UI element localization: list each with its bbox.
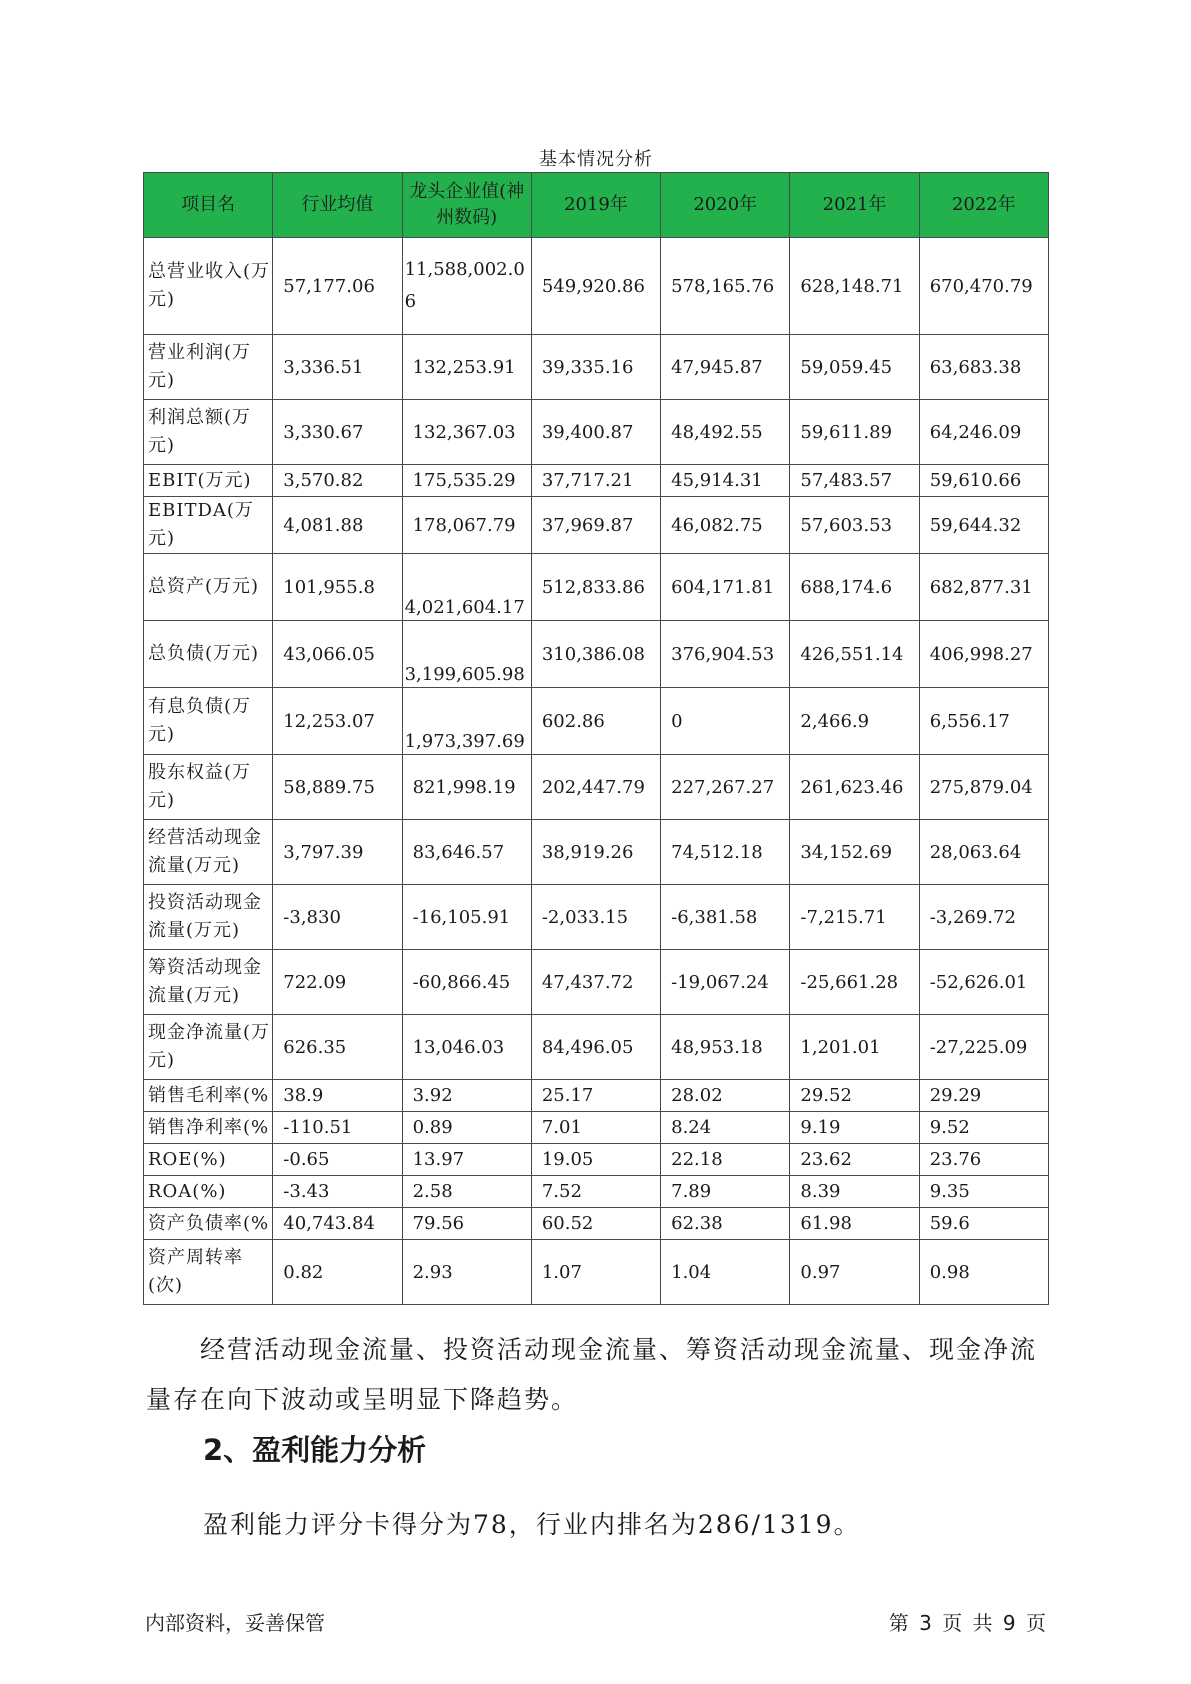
- table-cell: -6,381.58: [661, 885, 790, 950]
- table-cell: 3,570.82: [273, 465, 402, 497]
- section-heading: 2、盈利能力分析: [203, 1433, 427, 1467]
- table-cell: 0.82: [273, 1240, 402, 1305]
- table-row: [144, 1080, 1049, 1112]
- table-cell: 406,998.27: [919, 621, 1048, 688]
- table-row: [144, 335, 1049, 400]
- table-row: [144, 885, 1049, 950]
- table-cell: -19,067.24: [661, 950, 790, 1015]
- table-cell: 3.92: [402, 1080, 531, 1112]
- table-cell: 40,743.84: [273, 1208, 402, 1240]
- column-header: 行业均值: [273, 173, 402, 238]
- table-cell: 682,877.31: [919, 554, 1048, 621]
- row-label: 股东权益(万元): [144, 755, 273, 820]
- table-row: [144, 238, 1049, 335]
- table-cell: 261,623.46: [790, 755, 919, 820]
- table-cell: 7.52: [531, 1176, 660, 1208]
- table-cell: 79.56: [402, 1208, 531, 1240]
- table-row: [144, 820, 1049, 885]
- table-cell: 9.52: [919, 1112, 1048, 1144]
- table-row: [144, 1015, 1049, 1080]
- row-label: 销售净利率(%: [144, 1112, 273, 1144]
- table-cell: 57,177.06: [273, 238, 402, 335]
- table-cell: 3,199,605.98: [402, 621, 531, 688]
- table-cell: 175,535.29: [402, 465, 531, 497]
- table-cell: 29.52: [790, 1080, 919, 1112]
- table-cell: -16,105.91: [402, 885, 531, 950]
- table-row: [144, 1112, 1049, 1144]
- table-cell: 12,253.07: [273, 688, 402, 755]
- column-header: 2019年: [531, 173, 660, 238]
- table-cell: 7.89: [661, 1176, 790, 1208]
- row-label: ROE(%): [144, 1144, 273, 1176]
- table-cell: 202,447.79: [531, 755, 660, 820]
- table-cell: 602.86: [531, 688, 660, 755]
- column-header: 项目名: [144, 173, 273, 238]
- score-text: 盈利能力评分卡得分为78，行业内排名为286/1319。: [203, 1510, 861, 1539]
- table-cell: 59,611.89: [790, 400, 919, 465]
- table-cell: 578,165.76: [661, 238, 790, 335]
- table-row: [144, 1176, 1049, 1208]
- table-cell: 59,644.32: [919, 497, 1048, 554]
- table-cell: 376,904.53: [661, 621, 790, 688]
- table-caption: 基本情况分析: [539, 149, 653, 170]
- table-cell: 0.97: [790, 1240, 919, 1305]
- row-label: 现金净流量(万元): [144, 1015, 273, 1080]
- row-label: 总资产(万元): [144, 554, 273, 621]
- table-cell: 39,335.16: [531, 335, 660, 400]
- table-cell: 62.38: [661, 1208, 790, 1240]
- table-cell: 47,945.87: [661, 335, 790, 400]
- row-label: 总负债(万元): [144, 621, 273, 688]
- table-cell: 227,267.27: [661, 755, 790, 820]
- row-label: 营业利润(万元): [144, 335, 273, 400]
- footer-confidential-note: 内部资料，妥善保管: [145, 1611, 325, 1635]
- table-row: [144, 1240, 1049, 1305]
- table-cell: 3,336.51: [273, 335, 402, 400]
- row-label: 筹资活动现金流量(万元): [144, 950, 273, 1015]
- table-cell: 11,588,002.06: [402, 238, 531, 335]
- table-row: [144, 1208, 1049, 1240]
- table-row: [144, 1144, 1049, 1176]
- row-label: 销售毛利率(%: [144, 1080, 273, 1112]
- table-header-row: [144, 173, 1049, 238]
- table-cell: -3,830: [273, 885, 402, 950]
- table-cell: 2.58: [402, 1176, 531, 1208]
- table-row: [144, 621, 1049, 688]
- table-cell: 310,386.08: [531, 621, 660, 688]
- table-cell: 59.6: [919, 1208, 1048, 1240]
- table-cell: 57,483.57: [790, 465, 919, 497]
- footer-page-number: 第 3 页 共 9 页: [888, 1611, 1046, 1635]
- row-label: 资产负债率(%: [144, 1208, 273, 1240]
- table-cell: -27,225.09: [919, 1015, 1048, 1080]
- table-cell: 8.39: [790, 1176, 919, 1208]
- table-cell: 1,973,397.69: [402, 688, 531, 755]
- table-cell: -52,626.01: [919, 950, 1048, 1015]
- table-cell: 63,683.38: [919, 335, 1048, 400]
- table-cell: -3,269.72: [919, 885, 1048, 950]
- column-header: 2020年: [661, 173, 790, 238]
- table-cell: 28.02: [661, 1080, 790, 1112]
- table-row: [144, 950, 1049, 1015]
- table-cell: 821,998.19: [402, 755, 531, 820]
- table-cell: 61.98: [790, 1208, 919, 1240]
- table-cell: 22.18: [661, 1144, 790, 1176]
- row-label: 经营活动现金流量(万元): [144, 820, 273, 885]
- table-cell: -3.43: [273, 1176, 402, 1208]
- table-cell: 512,833.86: [531, 554, 660, 621]
- column-header: 2021年: [790, 173, 919, 238]
- table-cell: 46,082.75: [661, 497, 790, 554]
- table-cell: 64,246.09: [919, 400, 1048, 465]
- table-cell: 101,955.8: [273, 554, 402, 621]
- row-label: ROA(%): [144, 1176, 273, 1208]
- table-cell: 28,063.64: [919, 820, 1048, 885]
- table-row: [144, 554, 1049, 621]
- row-label: 总营业收入(万元): [144, 238, 273, 335]
- table-cell: 549,920.86: [531, 238, 660, 335]
- table-cell: 132,367.03: [402, 400, 531, 465]
- table-cell: 426,551.14: [790, 621, 919, 688]
- table-cell: -7,215.71: [790, 885, 919, 950]
- table-cell: 9.35: [919, 1176, 1048, 1208]
- table-cell: -0.65: [273, 1144, 402, 1176]
- table-cell: 132,253.91: [402, 335, 531, 400]
- table-cell: -60,866.45: [402, 950, 531, 1015]
- table-cell: 670,470.79: [919, 238, 1048, 335]
- table-cell: 13.97: [402, 1144, 531, 1176]
- table-row: [144, 400, 1049, 465]
- table-cell: 59,059.45: [790, 335, 919, 400]
- table-cell: 13,046.03: [402, 1015, 531, 1080]
- table-cell: 4,081.88: [273, 497, 402, 554]
- table-cell: 626.35: [273, 1015, 402, 1080]
- summary-paragraph: [146, 1325, 1046, 1425]
- table-row: [144, 465, 1049, 497]
- table-cell: 39,400.87: [531, 400, 660, 465]
- table-cell: 59,610.66: [919, 465, 1048, 497]
- table-cell: 23.76: [919, 1144, 1048, 1176]
- table-cell: 3,330.67: [273, 400, 402, 465]
- table-cell: -110.51: [273, 1112, 402, 1144]
- table-cell: 722.09: [273, 950, 402, 1015]
- table-cell: 1.07: [531, 1240, 660, 1305]
- row-label: 有息负债(万元): [144, 688, 273, 755]
- table-cell: 37,969.87: [531, 497, 660, 554]
- table-cell: 2,466.9: [790, 688, 919, 755]
- table-cell: 688,174.6: [790, 554, 919, 621]
- table-cell: 604,171.81: [661, 554, 790, 621]
- table-cell: 9.19: [790, 1112, 919, 1144]
- row-label: 投资活动现金流量(万元): [144, 885, 273, 950]
- table-cell: -25,661.28: [790, 950, 919, 1015]
- table-cell: 0: [661, 688, 790, 755]
- row-label: 利润总额(万元): [144, 400, 273, 465]
- table-cell: 45,914.31: [661, 465, 790, 497]
- table-row: [144, 497, 1049, 554]
- table-cell: 38,919.26: [531, 820, 660, 885]
- table-cell: 6,556.17: [919, 688, 1048, 755]
- table-cell: 7.01: [531, 1112, 660, 1144]
- row-label: EBITDA(万元): [144, 497, 273, 554]
- table-cell: 83,646.57: [402, 820, 531, 885]
- table-cell: 38.9: [273, 1080, 402, 1112]
- table-cell: 23.62: [790, 1144, 919, 1176]
- table-cell: 2.93: [402, 1240, 531, 1305]
- table-cell: 34,152.69: [790, 820, 919, 885]
- table-row: [144, 755, 1049, 820]
- table-cell: 4,021,604.17: [402, 554, 531, 621]
- row-label: EBIT(万元): [144, 465, 273, 497]
- row-label: 资产周转率(次): [144, 1240, 273, 1305]
- column-header: 龙头企业值(神州数码): [402, 173, 531, 238]
- table-cell: 8.24: [661, 1112, 790, 1144]
- table-cell: 0.89: [402, 1112, 531, 1144]
- table-cell: 47,437.72: [531, 950, 660, 1015]
- column-header: 2022年: [919, 173, 1048, 238]
- table-cell: 628,148.71: [790, 238, 919, 335]
- table-cell: 43,066.05: [273, 621, 402, 688]
- table-cell: 0.98: [919, 1240, 1048, 1305]
- table-cell: 29.29: [919, 1080, 1048, 1112]
- table-cell: 57,603.53: [790, 497, 919, 554]
- table-cell: 178,067.79: [402, 497, 531, 554]
- table-cell: 1,201.01: [790, 1015, 919, 1080]
- table-cell: 1.04: [661, 1240, 790, 1305]
- table-cell: 275,879.04: [919, 755, 1048, 820]
- table-cell: 74,512.18: [661, 820, 790, 885]
- table-cell: 37,717.21: [531, 465, 660, 497]
- table-cell: 48,953.18: [661, 1015, 790, 1080]
- summary-paragraph-text: 经营活动现金流量、投资活动现金流量、筹资活动现金流量、现金净流量存在向下波动或呈明显下降趋势。: [146, 1335, 1038, 1414]
- table-row: [144, 688, 1049, 755]
- table-cell: 25.17: [531, 1080, 660, 1112]
- financial-table: [143, 172, 1049, 1305]
- table-cell: 3,797.39: [273, 820, 402, 885]
- table-cell: -2,033.15: [531, 885, 660, 950]
- table-cell: 58,889.75: [273, 755, 402, 820]
- table-cell: 60.52: [531, 1208, 660, 1240]
- table-cell: 19.05: [531, 1144, 660, 1176]
- table-cell: 48,492.55: [661, 400, 790, 465]
- table-cell: 84,496.05: [531, 1015, 660, 1080]
